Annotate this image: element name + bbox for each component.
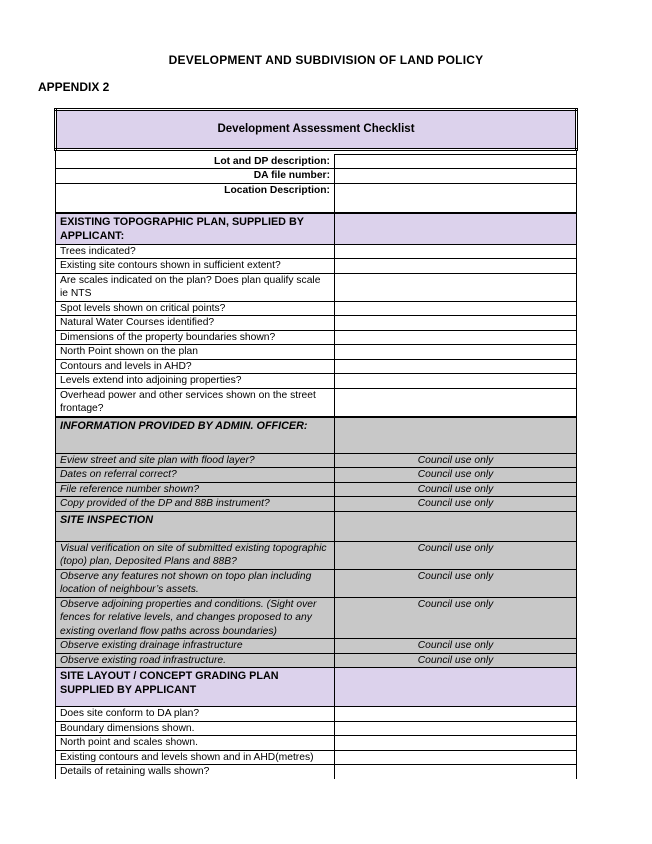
item-adjoining-properties-value: Council use only [335,597,577,639]
item-boundary-dimensions-value[interactable] [335,330,577,345]
section-heading-site-layout: SITE LAYOUT / CONCEPT GRADING PLAN SUPPLIED BY APPLICANT [56,668,335,707]
item-features-not-shown-value: Council use only [335,569,577,597]
item-visual-verification: Visual verification on site of submitted existing topographic (topo) plan, Deposited Plans and 88B? [56,541,335,569]
item-visual-verification-value: Council use only [335,541,577,569]
item-dp-copy: Copy provided of the DP and 88B instrument? [56,497,335,512]
appendix-label: APPENDIX 2 [38,80,110,94]
item-file-reference-value: Council use only [335,482,577,497]
item-eview: Eview street and site plan with flood layer? [56,453,335,468]
section-heading-admin-blank [335,417,577,454]
item-overhead-power: Overhead power and other services shown on the street frontage? [56,388,335,417]
item-site-contours: Existing site contours shown in sufficient extent? [56,259,335,274]
section-heading-site-inspection-blank [335,511,577,541]
item-conform-da: Does site conform to DA plan? [56,707,335,722]
item-contours-ahd: Contours and levels in AHD? [56,359,335,374]
item-referral-dates-value: Council use only [335,468,577,483]
item-conform-da-value[interactable] [335,707,577,722]
item-scales: Are scales indicated on the plan? Does plan qualify scale ie NTS [56,273,335,301]
item-existing-contours: Existing contours and levels shown and in AHD(metres) [56,750,335,765]
item-trees-value[interactable] [335,244,577,259]
section-heading-site-inspection: SITE INSPECTION [56,511,335,541]
item-north-point: North Point shown on the plan [56,345,335,360]
item-adjoining-properties: Observe adjoining properties and conditions. (Sight over fences for relative levels, and changes proposed to any existing overland flow paths across boundaries) [56,597,335,639]
item-north-scales: North point and scales shown. [56,736,335,751]
item-site-contours-value[interactable] [335,259,577,274]
item-file-reference: File reference number shown? [56,482,335,497]
item-overhead-power-value[interactable] [335,388,577,417]
item-water-courses: Natural Water Courses identified? [56,316,335,331]
item-road: Observe existing road infrastructure. [56,653,335,668]
item-retaining-walls: Details of retaining walls shown? [56,765,335,779]
da-file-field[interactable] [335,169,577,184]
document-title: DEVELOPMENT AND SUBDIVISION OF LAND POLICY [168,53,484,67]
item-adjoining-levels: Levels extend into adjoining properties? [56,374,335,389]
item-existing-contours-value[interactable] [335,750,577,765]
item-eview-value: Council use only [335,453,577,468]
da-file-label: DA file number: [56,169,335,184]
item-boundary-dimensions: Dimensions of the property boundaries shown? [56,330,335,345]
section-heading-admin: INFORMATION PROVIDED BY ADMIN. OFFICER: [56,417,335,454]
item-scales-value[interactable] [335,273,577,301]
item-boundary-shown-value[interactable] [335,721,577,736]
item-north-point-value[interactable] [335,345,577,360]
section-heading-topographic: EXISTING TOPOGRAPHIC PLAN, SUPPLIED BY APPLICANT: [56,213,335,245]
section-heading-topographic-blank [335,213,577,245]
item-north-scales-value[interactable] [335,736,577,751]
lot-dp-field[interactable] [335,155,577,169]
lot-dp-label: Lot and DP description: [56,155,335,169]
item-retaining-walls-value[interactable] [335,765,577,779]
item-spot-levels-value[interactable] [335,301,577,316]
location-field[interactable] [335,183,577,213]
item-adjoining-levels-value[interactable] [335,374,577,389]
location-label: Location Description: [56,183,335,213]
item-road-value: Council use only [335,653,577,668]
item-drainage-value: Council use only [335,639,577,654]
item-dp-copy-value: Council use only [335,497,577,512]
section-heading-site-layout-blank [335,668,577,707]
item-drainage: Observe existing drainage infrastructure [56,639,335,654]
item-features-not-shown: Observe any features not shown on topo plan including location of neighbour’s assets. [56,569,335,597]
item-contours-ahd-value[interactable] [335,359,577,374]
item-trees: Trees indicated? [56,244,335,259]
checklist-title: Development Assessment Checklist [56,110,577,150]
assessment-checklist-table [54,108,578,779]
item-spot-levels: Spot levels shown on critical points? [56,301,335,316]
item-water-courses-value[interactable] [335,316,577,331]
item-boundary-shown: Boundary dimensions shown. [56,721,335,736]
item-referral-dates: Dates on referral correct? [56,468,335,483]
